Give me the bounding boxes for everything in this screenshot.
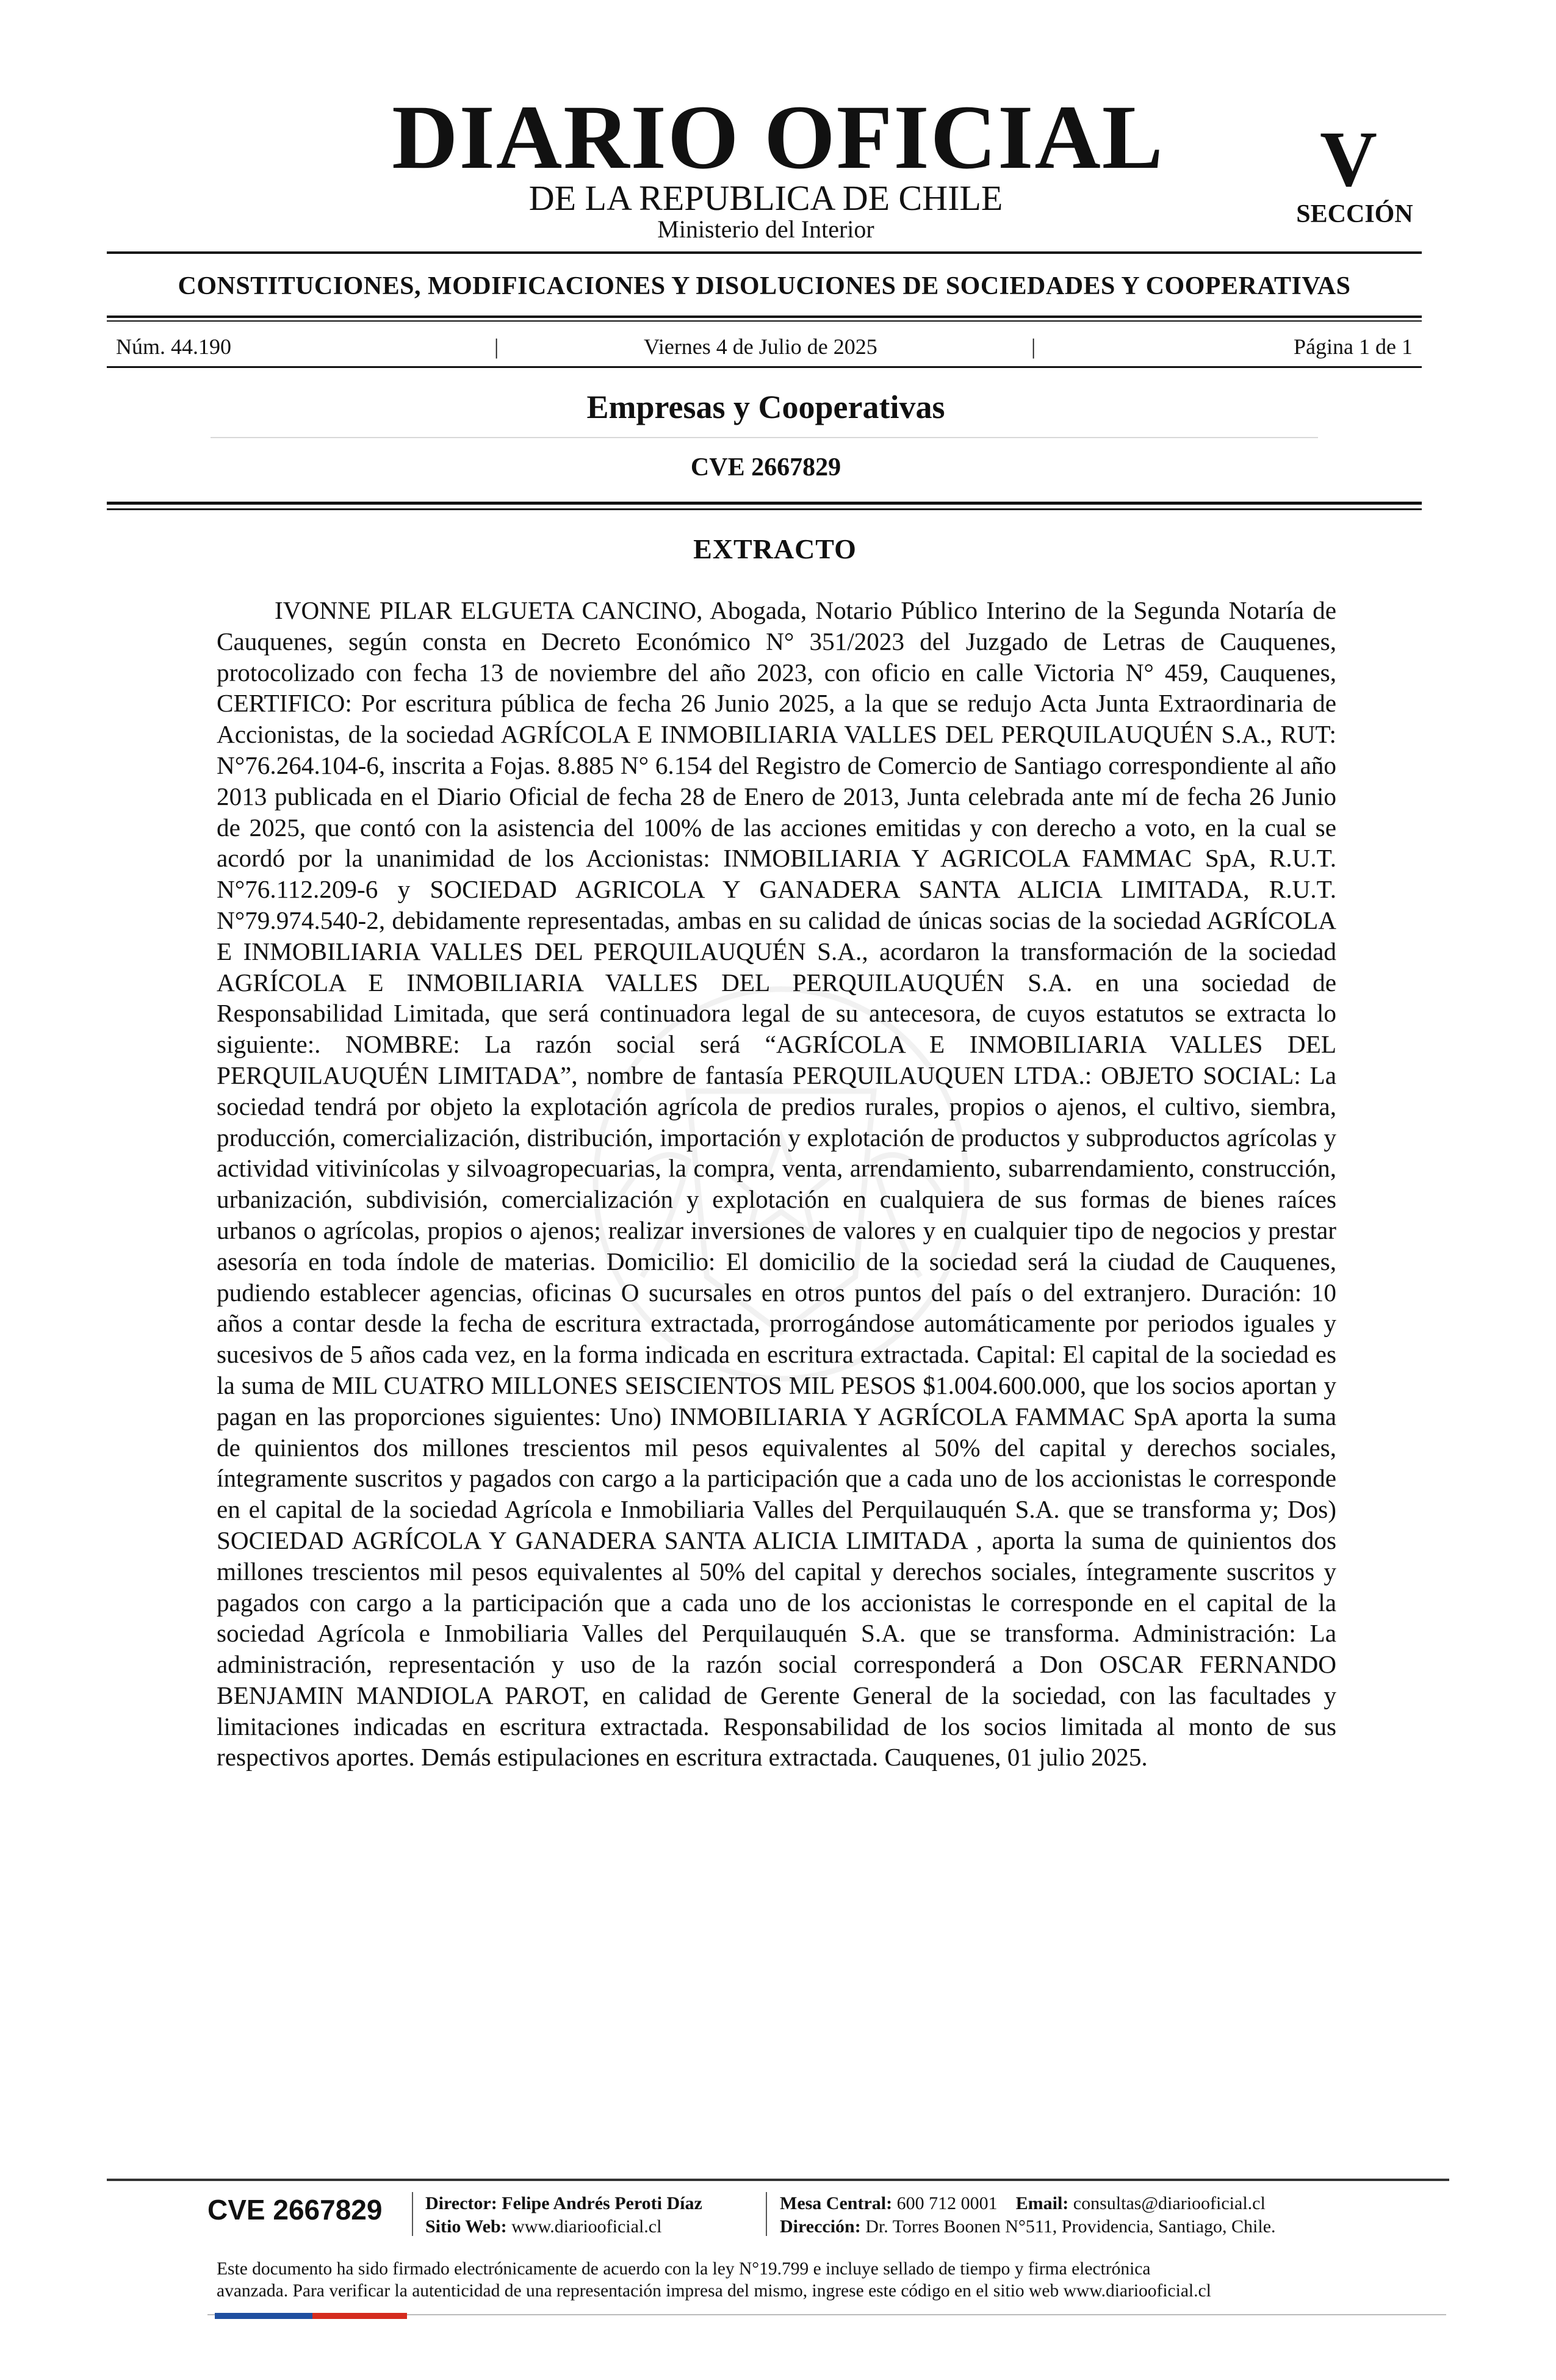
header-rule-top	[107, 251, 1422, 254]
footer-contact-block	[780, 2192, 1276, 2238]
category-rule-1	[107, 316, 1422, 318]
document-body: IVONNE PILAR ELGUETA CANCINO, Abogada, Notario Público Interino de la Segunda Notaría de Cauquenes, según consta en Decreto Económico N° 351/2023 del Juzgado de Letras de Cauquenes, protocolizado con fecha 13 de noviembre del año 2023, con oficio en calle Victoria N° 459, Cauquenes, CERTIFICO: Por escritura pública de fecha 26 Junio 2025, a la que se redujo Acta Junta Extraordinaria de Accionistas, de la sociedad AGRÍCOLA E INMOBILIARIA VALLES DEL PERQUILAUQUÉN S.A., RUT: N°76.264.104-6, inscrita a Fojas. 8.885 N° 6.154 del Registro de Comercio de Santiago correspondiente al año 2013 publicada en el Diario Oficial de fecha 28 de Enero de 2013, Junta celebrada ante mí de fecha 26 Junio de 2025, que contó con la asistencia del 100% de las acciones emitidas y con derecho a voto, en la cual se acordó por la unanimidad de los Accionistas: INMOBILIARIA Y AGRICOLA FAMMAC SpA, R.U.T. N°76.112.209-6 y SOCIEDAD AGRICOLA Y GANADERA SANTA ALICIA LIMITADA, R.U.T. N°79.974.540-2, debidamente representadas, ambas en su calidad de únicas socias de la sociedad AGRÍCOLA E INMOBILIARIA VALLES DEL PERQUILAUQUÉN S.A., acordaron la transformación de la sociedad AGRÍCOLA E INMOBILIARIA VALLES DEL PERQUILAUQUÉN S.A. en una sociedad de Responsabilidad Limitada, que será continuadora legal de su antecesora, de cuyos estatutos se extracta lo siguiente:. NOMBRE: La razón social será “AGRÍCOLA E INMOBILIARIA VALLES DEL PERQUILAUQUÉN LIMITADA”, nombre de fantasía PERQUILAUQUEN LTDA.: OBJETO SOCIAL: La sociedad tendrá por objeto la explotación agrícola de predios rurales, propios o ajenos, el cultivo, siembra, producción, comercialización, distribución, importación y explotación de productos y subproductos agrícolas y actividad vitivinícolas y silvoagropecuarias, la compra, venta, arrendamiento, subarrendamiento, construcción, urbanización, subdivisión, comercialización y explotación en cualquiera de sus formas de bienes raíces urbanos o agrícolas, propios o ajenos; realizar inversiones de valores y en cualquier tipo de negocios y prestar asesoría en toda índole de materias. Domicilio: El domicilio de la sociedad será la ciudad de Cauquenes, pudiendo establecer agencias, oficinas O sucursales en otros puntos del país o del extranjero. Duración: 10 años a contar desde la fecha de escritura extractada, prorrogándose automáticamente por periodos iguales y sucesivos de 5 años cada vez, en la forma indicada en escritura extractada. Capital: El capital de la sociedad es la suma de MIL CUATRO MILLONES SEISCIENTOS MIL PESOS $1.004.600.000, que los socios aportan y pagan en las proporciones siguientes: Uno) INMOBILIARIA Y AGRÍCOLA FAMMAC SpA aporta la suma de quinientos dos millones trescientos mil pesos equivalentes al 50% del capital y derechos sociales, íntegramente suscritos y pagados con cargo a la participación que a cada uno de los accionistas le corresponde en el capital de la sociedad Agrícola e Inmobiliaria Valles del Perquilauquén S.A. que se transforma y; Dos) SOCIEDAD AGRÍCOLA Y GANADERA SANTA ALICIA LIMITADA , aporta la suma de quinientos dos millones trescientos mil pesos equivalentes al 50% del capital y derechos sociales, íntegramente suscritos y pagados con cargo a la participación que a cada uno de los accionistas le corresponde en el capital de la sociedad Agrícola e Inmobiliaria Valles del Perquilauquén S.A. que se transforma. Administración: La administración, representación y uso de la razón social corresponderá a Don OSCAR FERNANDO BENJAMIN MANDIOLA PAROT, en calidad de Gerente General de la sociedad, con las facultades y limitaciones indicadas en escritura extractada. Responsabilidad de los socios limitada al monto de sus respectivos aportes. Demás estipulaciones en escritura extractada. Cauquenes, 01 julio 2025.	[217, 596, 1336, 1772]
address-label: Dirección:	[780, 2216, 861, 2237]
category-rule-2	[107, 320, 1422, 322]
director-name: Felipe Andrés Peroti Díaz	[502, 2193, 702, 2213]
footer-separator	[412, 2192, 413, 2236]
flag-stripe-red	[312, 2313, 407, 2319]
website-link[interactable]: www.diariooficial.cl	[511, 2216, 662, 2237]
section-divider	[211, 437, 1318, 438]
footer-director-block	[425, 2192, 702, 2238]
issue-number: Núm. 44.190	[116, 334, 231, 359]
footer-disclaimer-line-1: Este documento ha sido firmado electrónicamente de acuerdo con la ley N°19.799 e incluye sellado de tiempo y firma electrónica	[217, 2259, 1151, 2279]
footer-disclaimer-line-2: avanzada. Para verificar la autenticidad de una representación impresa del mismo, ingrese este código en el sitio web www.diariooficial.cl	[217, 2281, 1211, 2301]
document-heading: EXTRACTO	[693, 533, 857, 564]
document-rule-2	[107, 508, 1422, 510]
page-counter: Página 1 de 1	[1294, 334, 1413, 359]
phone-label: Mesa Central:	[780, 2193, 893, 2213]
section-title: Empresas y Cooperativas	[586, 389, 945, 425]
masthead-subtitle: DE LA REPUBLICA DE CHILE	[528, 178, 1003, 218]
phone-number: 600 712 0001	[896, 2193, 998, 2213]
flag-stripe-blue	[215, 2313, 312, 2319]
section-label: SECCIÓN	[1296, 200, 1413, 228]
cve-code: CVE 2667829	[690, 453, 841, 481]
document-rule-1	[107, 502, 1422, 505]
website-label: Sitio Web:	[425, 2216, 507, 2237]
director-label: Director:	[425, 2193, 497, 2213]
info-separator: |	[494, 334, 499, 359]
email-link[interactable]: consultas@diariooficial.cl	[1073, 2193, 1266, 2213]
info-rule	[107, 366, 1422, 368]
address-text: Dr. Torres Boonen N°511, Providencia, Santiago, Chile.	[865, 2216, 1276, 2237]
footer-rule	[107, 2179, 1449, 2181]
masthead-title: DIARIO OFICIAL	[392, 87, 1164, 188]
section-letter: V	[1320, 115, 1377, 203]
footer-cve: CVE 2667829	[207, 2194, 383, 2226]
footer-separator	[766, 2192, 767, 2236]
issue-date: Viernes 4 de Julio de 2025	[644, 334, 877, 359]
info-separator: |	[1031, 334, 1036, 359]
issue-info-bar	[116, 334, 1413, 359]
category-heading: CONSTITUCIONES, MODIFICACIONES Y DISOLUCIONES DE SOCIEDADES Y COOPERATIVAS	[178, 272, 1351, 300]
masthead-ministry: Ministerio del Interior	[657, 215, 874, 243]
email-label: Email:	[1015, 2193, 1069, 2213]
